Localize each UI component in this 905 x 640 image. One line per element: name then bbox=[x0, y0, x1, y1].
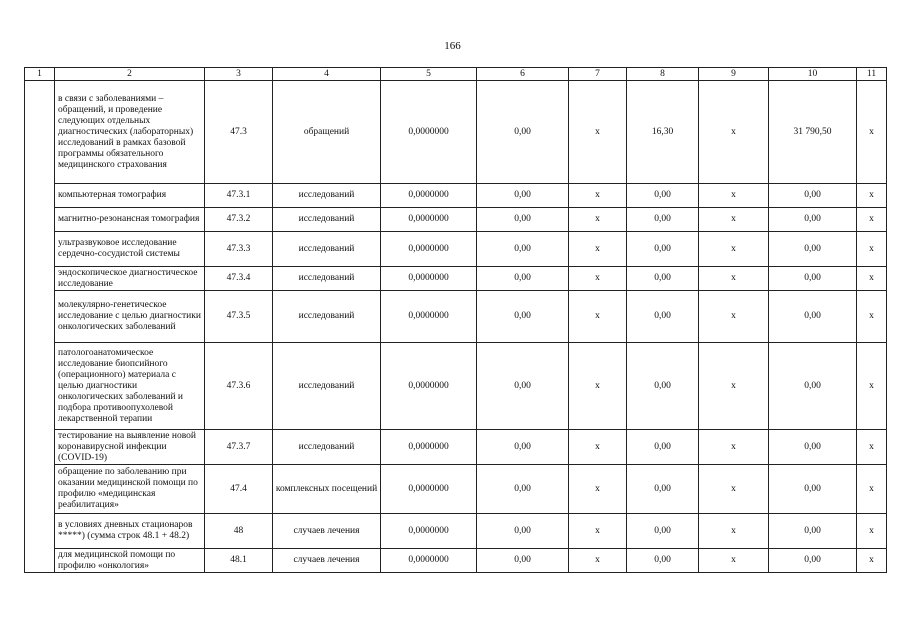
row-value-cell-8: 0,00 bbox=[627, 465, 699, 514]
row-value-cell-10: 0,00 bbox=[769, 232, 857, 267]
row-unit-cell: исследований bbox=[273, 267, 381, 291]
row-code-cell: 48 bbox=[205, 514, 273, 549]
header-cell: 10 bbox=[769, 68, 857, 81]
header-cell: 2 bbox=[55, 68, 205, 81]
row-value-cell-6: 0,00 bbox=[477, 208, 569, 232]
row-unit-cell: обращений bbox=[273, 81, 381, 184]
row-value-cell-11: х bbox=[857, 291, 887, 343]
row-value-cell-7: х bbox=[569, 514, 627, 549]
row-code-cell: 47.3.3 bbox=[205, 232, 273, 267]
row-value-cell-10: 0,00 bbox=[769, 208, 857, 232]
row-value-cell-11: х bbox=[857, 343, 887, 430]
row-name-cell: молекулярно-генетическое исследование с целью диагностики онкологических заболеваний bbox=[55, 291, 205, 343]
row-code-cell: 47.3.4 bbox=[205, 267, 273, 291]
header-cell: 8 bbox=[627, 68, 699, 81]
row-value-cell-6: 0,00 bbox=[477, 267, 569, 291]
row-value-cell-11: х bbox=[857, 514, 887, 549]
row-value-cell-9: х bbox=[699, 465, 769, 514]
row-name-cell: магнитно-резонансная томография bbox=[55, 208, 205, 232]
row-value-cell-8: 0,00 bbox=[627, 267, 699, 291]
row-value-cell-10: 31 790,50 bbox=[769, 81, 857, 184]
table-row bbox=[25, 430, 887, 465]
row-value-cell-7: х bbox=[569, 465, 627, 514]
row-value-cell-11: х bbox=[857, 465, 887, 514]
row-name-cell: в условиях дневных стационаров *****) (сумма строк 48.1 + 48.2) bbox=[55, 514, 205, 549]
row-code-cell: 48.1 bbox=[205, 549, 273, 573]
row-value-cell-9: х bbox=[699, 267, 769, 291]
row-name-cell: обращение по заболеванию при оказании медицинской помощи по профилю «медицинская реабилитация» bbox=[55, 465, 205, 514]
header-cell: 7 bbox=[569, 68, 627, 81]
row-value-cell-7: х bbox=[569, 430, 627, 465]
row-name-cell: эндоскопическое диагностическое исследование bbox=[55, 267, 205, 291]
row-value-cell-10: 0,00 bbox=[769, 549, 857, 573]
row-code-cell: 47.3.2 bbox=[205, 208, 273, 232]
row-value-cell-5: 0,0000000 bbox=[381, 208, 477, 232]
row-value-cell-10: 0,00 bbox=[769, 291, 857, 343]
row-unit-cell: исследований bbox=[273, 232, 381, 267]
row-unit-cell: исследований bbox=[273, 343, 381, 430]
row-unit-cell: комплексных посещений bbox=[273, 465, 381, 514]
row-value-cell-9: х bbox=[699, 430, 769, 465]
row-value-cell-11: х bbox=[857, 549, 887, 573]
row-code-cell: 47.4 bbox=[205, 465, 273, 514]
row-value-cell-6: 0,00 bbox=[477, 184, 569, 208]
row-value-cell-7: х bbox=[569, 208, 627, 232]
row-value-cell-10: 0,00 bbox=[769, 184, 857, 208]
row-value-cell-6: 0,00 bbox=[477, 549, 569, 573]
row-value-cell-9: х bbox=[699, 343, 769, 430]
row-value-cell-8: 0,00 bbox=[627, 232, 699, 267]
row-value-cell-5: 0,0000000 bbox=[381, 291, 477, 343]
table-row bbox=[25, 514, 887, 549]
table-row bbox=[25, 208, 887, 232]
row-value-cell-6: 0,00 bbox=[477, 291, 569, 343]
table-row bbox=[25, 81, 887, 184]
row-value-cell-9: х bbox=[699, 514, 769, 549]
header-cell: 11 bbox=[857, 68, 887, 81]
row-name-cell: тестирование на выявление новой коронавирусной инфекции (COVID-19) bbox=[55, 430, 205, 465]
row-value-cell-9: х bbox=[699, 232, 769, 267]
table-row bbox=[25, 343, 887, 430]
row-value-cell-10: 0,00 bbox=[769, 430, 857, 465]
header-cell: 3 bbox=[205, 68, 273, 81]
row-value-cell-5: 0,0000000 bbox=[381, 430, 477, 465]
row-value-cell-8: 0,00 bbox=[627, 184, 699, 208]
row-value-cell-5: 0,0000000 bbox=[381, 549, 477, 573]
table-row bbox=[25, 267, 887, 291]
row-value-cell-8: 0,00 bbox=[627, 343, 699, 430]
row-value-cell-10: 0,00 bbox=[769, 514, 857, 549]
row-value-cell-11: х bbox=[857, 430, 887, 465]
table-row bbox=[25, 465, 887, 514]
row-value-cell-7: х bbox=[569, 184, 627, 208]
row-value-cell-5: 0,0000000 bbox=[381, 343, 477, 430]
row-value-cell-11: х bbox=[857, 184, 887, 208]
row-value-cell-8: 16,30 bbox=[627, 81, 699, 184]
row-value-cell-7: х bbox=[569, 81, 627, 184]
row-value-cell-5: 0,0000000 bbox=[381, 465, 477, 514]
row-name-cell: для медицинской помощи по профилю «онкология» bbox=[55, 549, 205, 573]
row-value-cell-7: х bbox=[569, 549, 627, 573]
row-value-cell-6: 0,00 bbox=[477, 343, 569, 430]
row-value-cell-6: 0,00 bbox=[477, 465, 569, 514]
row-code-cell: 47.3 bbox=[205, 81, 273, 184]
row-name-cell: ультразвуковое исследование сердечно-сосудистой системы bbox=[55, 232, 205, 267]
row-value-cell-9: х bbox=[699, 184, 769, 208]
row-code-cell: 47.3.5 bbox=[205, 291, 273, 343]
row-unit-cell: случаев лечения bbox=[273, 514, 381, 549]
header-cell: 4 bbox=[273, 68, 381, 81]
row-value-cell-7: х bbox=[569, 232, 627, 267]
table-row bbox=[25, 232, 887, 267]
row-value-cell-11: х bbox=[857, 232, 887, 267]
row-value-cell-10: 0,00 bbox=[769, 465, 857, 514]
row-value-cell-5: 0,0000000 bbox=[381, 232, 477, 267]
row-value-cell-6: 0,00 bbox=[477, 232, 569, 267]
row-value-cell-9: х bbox=[699, 291, 769, 343]
row-value-cell-9: х bbox=[699, 208, 769, 232]
row-value-cell-5: 0,0000000 bbox=[381, 81, 477, 184]
table-row bbox=[25, 184, 887, 208]
row-name-cell: в связи с заболеваниями – обращений, и проведение следующих отдельных диагностических (лабораторных) исследований в рамках базовой программы обязательного медицинского страхования bbox=[55, 81, 205, 184]
row-unit-cell: исследований bbox=[273, 430, 381, 465]
row-value-cell-5: 0,0000000 bbox=[381, 514, 477, 549]
row-unit-cell: исследований bbox=[273, 291, 381, 343]
row-unit-cell: случаев лечения bbox=[273, 549, 381, 573]
page-number: 166 bbox=[444, 40, 461, 52]
row-value-cell-8: 0,00 bbox=[627, 291, 699, 343]
row-value-cell-6: 0,00 bbox=[477, 81, 569, 184]
table-row bbox=[25, 291, 887, 343]
row-value-cell-9: х bbox=[699, 549, 769, 573]
table-row bbox=[25, 549, 887, 573]
row-value-cell-5: 0,0000000 bbox=[381, 267, 477, 291]
row-value-cell-10: 0,00 bbox=[769, 343, 857, 430]
row-value-cell-8: 0,00 bbox=[627, 549, 699, 573]
row-value-cell-11: х bbox=[857, 81, 887, 184]
row-value-cell-5: 0,0000000 bbox=[381, 184, 477, 208]
row-value-cell-11: х bbox=[857, 267, 887, 291]
header-cell: 6 bbox=[477, 68, 569, 81]
row-value-cell-7: х bbox=[569, 343, 627, 430]
row-unit-cell: исследований bbox=[273, 208, 381, 232]
data-table bbox=[24, 67, 887, 573]
row-index-cell bbox=[25, 81, 55, 573]
row-value-cell-8: 0,00 bbox=[627, 514, 699, 549]
row-value-cell-9: х bbox=[699, 81, 769, 184]
row-code-cell: 47.3.1 bbox=[205, 184, 273, 208]
row-code-cell: 47.3.7 bbox=[205, 430, 273, 465]
header-row bbox=[25, 68, 887, 81]
row-name-cell: компьютерная томография bbox=[55, 184, 205, 208]
row-value-cell-8: 0,00 bbox=[627, 430, 699, 465]
row-value-cell-6: 0,00 bbox=[477, 430, 569, 465]
row-value-cell-10: 0,00 bbox=[769, 267, 857, 291]
row-value-cell-6: 0,00 bbox=[477, 514, 569, 549]
row-unit-cell: исследований bbox=[273, 184, 381, 208]
row-value-cell-7: х bbox=[569, 291, 627, 343]
header-cell: 9 bbox=[699, 68, 769, 81]
row-value-cell-11: х bbox=[857, 208, 887, 232]
row-value-cell-7: х bbox=[569, 267, 627, 291]
header-cell: 1 bbox=[25, 68, 55, 81]
row-name-cell: патологоанатомическое исследование биопсийного (операционного) материала с целью диагностики онкологических заболеваний и подбора противоопухолевой лекарственной терапии bbox=[55, 343, 205, 430]
header-cell: 5 bbox=[381, 68, 477, 81]
row-value-cell-8: 0,00 bbox=[627, 208, 699, 232]
row-code-cell: 47.3.6 bbox=[205, 343, 273, 430]
